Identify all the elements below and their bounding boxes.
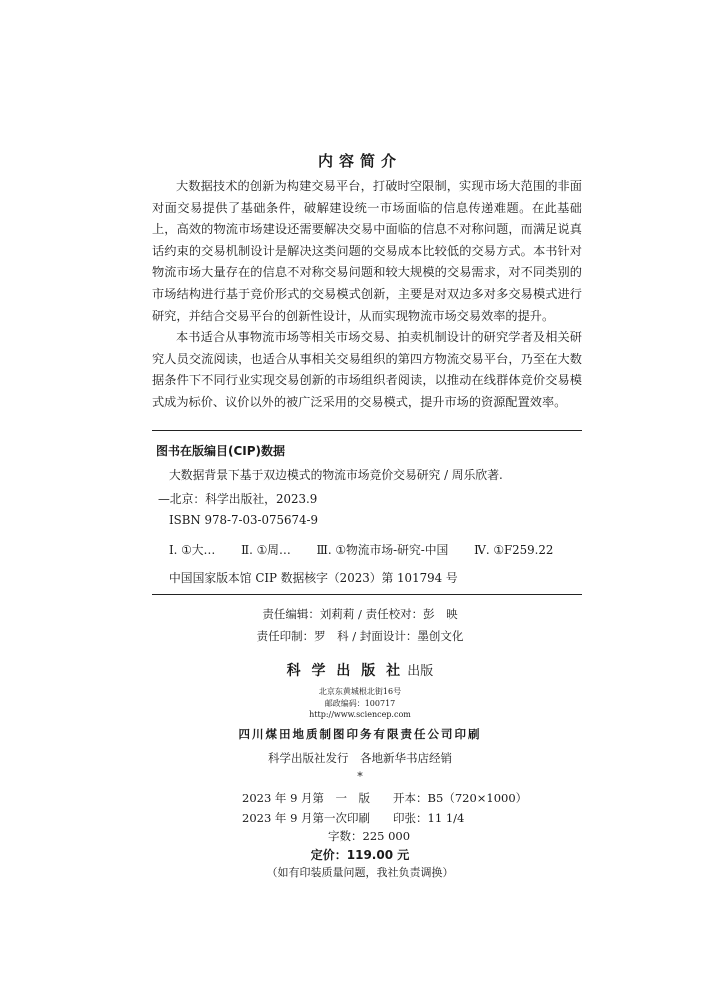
cip-isbn: ISBN 978-7-03-075674-9 [169, 513, 318, 527]
printer-line: 四川煤田地质制图印务有限责任公司印刷 [238, 727, 482, 741]
publisher-address: 北京东黄城根北街16号 [318, 687, 402, 696]
publisher-name: 科 学 出 版 社 [286, 663, 404, 679]
printing-line: 2023 年 9 月第一次印刷 印张：11 1/4 [242, 811, 465, 825]
quality-note: （如有印装质量问题，我社负责调换） [266, 866, 454, 879]
cip-classification [169, 541, 575, 558]
cip-class-item: Ⅱ. ①周… [241, 543, 291, 557]
cip-class-item: Ⅰ. ①大… [169, 543, 216, 557]
edition-line: 2023 年 9 月第 一 版 开本：B5（720×1000） [242, 791, 528, 805]
cip-class-item: Ⅲ. ①物流市场-研究-中国 [316, 543, 449, 557]
word-count: 字数：225 000 [328, 829, 411, 843]
intro-paragraph: 本书适合从事物流市场等相关市场交易、拍卖机制设计的研究学者及相关研究人员交流阅读，也适合从事相关交易组织的第四方物流交易平台，乃至在大数据条件下不同行业实现交易创新的市场组织者阅读，以推动在线群体竞价交易模式成为标价、议价以外的被广泛采用的交易模式，提升市场的资源配置效率。 [152, 330, 582, 409]
cip-title-line: 大数据背景下基于双边模式的物流市场竞价交易研究 / 周乐欣著. [169, 468, 503, 482]
credits-production: 责任印制：罗 科 / 封面设计：墨创文化 [256, 629, 464, 643]
cip-class-item: Ⅳ. ①F259.22 [474, 543, 554, 557]
price: 定价：119.00 元 [310, 848, 410, 862]
separator-star: * [357, 770, 363, 783]
distribution-line: 科学出版社发行 各地新华书店经销 [268, 751, 452, 765]
cip-publisher-line: —北京：科学出版社，2023.9 [158, 492, 318, 506]
cip-heading: 图书在版编目(CIP)数据 [156, 444, 286, 458]
intro-title: 内容简介 [317, 152, 402, 170]
cip-verification: 中国国家版本馆 CIP 数据核字（2023）第 101794 号 [169, 571, 458, 585]
publisher-url: http://www.sciencep.com [309, 710, 411, 719]
credits-editors: 责任编辑：刘莉莉 / 责任校对：彭 映 [262, 607, 458, 621]
cip-bottom-rule [152, 594, 582, 595]
publisher-suffix: 出版 [403, 664, 434, 679]
cip-top-rule [152, 430, 582, 431]
intro-paragraph: 大数据技术的创新为构建交易平台，打破时空限制，实现市场大范围的非面对面交易提供了基础条件，破解建设统一市场面临的信息传递难题。在此基础上，高效的物流市场建设还需要解决交易中面临的信息不对称问题，而满足说真话约束的交易机制设计是解决这类问题的交易成本比较低的交易方式。本书针对物流市场大量存在的信息不对称交易问题和较大规模的交易需求，对不同类别的市场结构进行基于竞价形式的交易模式创新，主要是对双边多对多交易模式进行研究，并结合交易平台的创新性设计，从而实现物流市场交易效率的提升。 [152, 179, 582, 323]
publisher-postcode: 邮政编码：100717 [324, 699, 396, 708]
publisher-line [0, 660, 720, 680]
intro-body [152, 176, 582, 414]
